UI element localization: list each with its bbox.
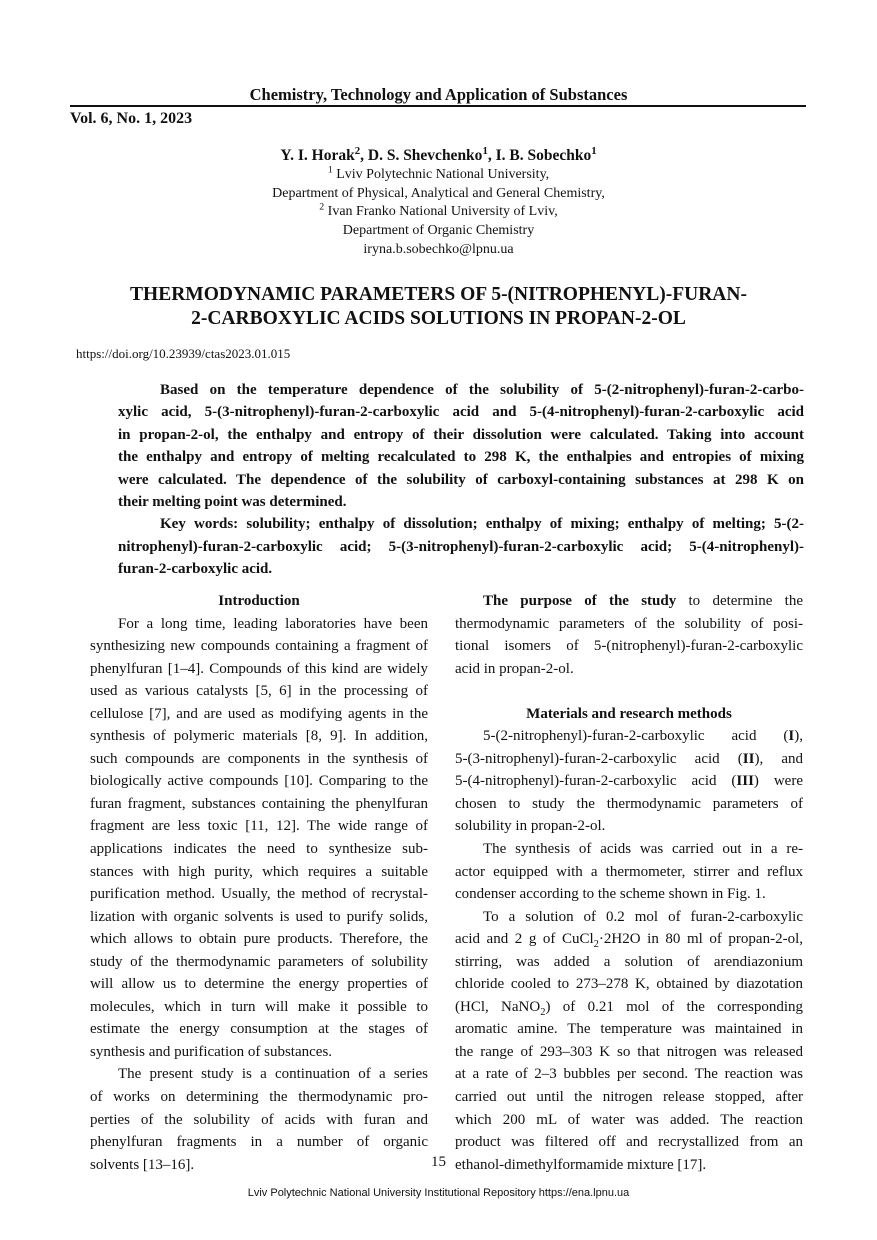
text-line: For a long time, leading laboratories have been xyxy=(118,615,428,632)
text-segment: (HCl, NaNO xyxy=(455,998,541,1015)
repository-footer: Lviv Polytechnic National University Institutional Repository https://ena.lpnu.ua xyxy=(247,1187,630,1199)
text-line xyxy=(455,725,803,748)
text-segment: ) of 0.21 mol of the corresponding xyxy=(545,998,803,1015)
text-segment: I xyxy=(788,728,795,745)
affiliation-text: Ivan Franko National University of Lviv, xyxy=(324,204,558,220)
text-segment: ) were xyxy=(753,773,803,790)
text-segment: 5-(2-nitrophenyl)-furan-2-carboxylic acid ( xyxy=(483,728,789,745)
text-line: applications indicates the need to synthesize sub- xyxy=(90,841,428,858)
text-line: To a solution of 0.2 mol of furan-2-carboxylic xyxy=(483,908,803,925)
journal-title: Chemistry, Technology and Application of Substances xyxy=(249,85,628,104)
text-segment: The purpose of the study xyxy=(483,593,677,609)
text-line: aromatic amine. The temperature was maintained in xyxy=(455,1021,803,1038)
affiliation-line xyxy=(0,185,877,204)
text-segment: ), and xyxy=(754,750,803,767)
text-line: the range of 293–303 K so that nitrogen was released xyxy=(455,1043,803,1060)
text-segment: 5-(3-nitrophenyl)-furan-2-carboxylic acid ( xyxy=(455,750,743,767)
page-number: 15 xyxy=(431,1154,446,1170)
affiliation-line xyxy=(0,241,877,260)
text-line: lization with organic solvents is used to purify solids, xyxy=(90,908,428,925)
left-column xyxy=(90,590,428,1176)
text-line xyxy=(455,996,803,1019)
text-segment: III xyxy=(736,773,754,790)
affiliation-marker: 1 xyxy=(327,164,333,176)
subscript: 2 xyxy=(593,939,599,951)
text-line: thermodynamic parameters of the solubility of posi- xyxy=(455,615,803,632)
affiliation-marker: 1 xyxy=(482,144,488,157)
text-line: The synthesis of acids was carried out in a re- xyxy=(483,841,803,858)
affiliation-marker: 2 xyxy=(354,144,361,157)
author-name: Y. I. Horak xyxy=(280,147,355,164)
abstract xyxy=(118,379,804,581)
text-line: synthesizing new compounds containing a fragment of xyxy=(90,638,428,655)
subscript: 2 xyxy=(540,1006,546,1018)
affiliation-text: iryna.b.sobechko@lpnu.ua xyxy=(363,241,514,257)
text-line: The present study is a continuation of a series xyxy=(118,1066,428,1083)
text-line xyxy=(455,928,803,951)
affiliation-text: Lviv Polytechnic National University, xyxy=(332,167,550,182)
text-line: such compounds are components in the synthesis of xyxy=(90,750,428,767)
text-line: condenser according to the scheme shown in Fig. 1. xyxy=(455,886,766,903)
text-line: of works on determining the thermodynamic pro- xyxy=(90,1089,428,1106)
text-line xyxy=(455,748,803,771)
affiliations xyxy=(0,166,877,260)
affiliation-line xyxy=(0,166,877,185)
text-line: perties of the solubility of acids with furan and xyxy=(90,1111,428,1128)
text-line: molecules, which in turn will make it possible to xyxy=(90,998,428,1015)
text-line: product was filtered off and recrystallized from an xyxy=(455,1134,803,1151)
affiliation-text: Department of Physical, Analytical and General Chemistry, xyxy=(272,185,605,201)
text-line: study of the thermodynamic parameters of solubility xyxy=(90,953,428,970)
text-line: at a rate of 2–3 bubbles per second. The reaction was xyxy=(455,1066,803,1083)
text-line: ethanol-dimethylformamide mixture [17]. xyxy=(455,1156,707,1173)
text-line: carried out until the nitrogen release stopped, after xyxy=(455,1089,803,1106)
text-line: phenylfuran [1–4]. Compounds of this kind are widely xyxy=(90,660,428,677)
text-line: the enthalpy and entropy of melting recalculated to 298 K, the enthalpies and entropies of mixing xyxy=(118,449,804,466)
text-segment: 5-(4-nitrophenyl)-furan-2-carboxylic acid ( xyxy=(455,773,737,790)
volume-info: Vol. 6, No. 1, 2023 xyxy=(70,110,193,127)
text-line: nitrophenyl)-furan-2-carboxylic acid; 5-(3-nitrophenyl)-furan-2-carboxylic acid; 5-(4-nitrophenyl)- xyxy=(118,538,804,555)
text-line: in propan-2-ol, the enthalpy and entropy of their dissolution were calculated. Taking into account xyxy=(118,426,804,443)
text-line: synthesis of polymeric materials [8, 9]. In addition, xyxy=(90,728,428,745)
text-line xyxy=(455,590,803,613)
text-line: cellulose [7], and are used as modifying agents in the xyxy=(90,705,428,722)
text-line: which 200 mL of water was added. The reaction xyxy=(455,1111,803,1128)
text-line: chosen to study the thermodynamic parameters of xyxy=(455,795,803,812)
text-line: their melting point was determined. xyxy=(118,494,347,511)
affiliation-marker: 1 xyxy=(591,144,597,157)
text-line: which allows to obtain pure products. Therefore, the xyxy=(90,931,428,948)
text-line: synthesis and purification of substances. xyxy=(90,1043,333,1060)
text-line: estimate the energy consumption at the stages of xyxy=(90,1021,428,1038)
text-line: used as various catalysts [5, 6] in the processing of xyxy=(90,683,428,700)
author-name: I. B. Sobechko xyxy=(495,147,592,164)
spacer xyxy=(455,680,803,703)
text-line: stirring, was added a solution of arendiazonium xyxy=(455,953,803,970)
text-line: acid in propan-2-ol. xyxy=(455,660,574,677)
section-heading: Materials and research methods xyxy=(526,705,732,722)
text-line xyxy=(455,770,803,793)
title-line: THERMODYNAMIC PARAMETERS OF 5-(NITROPHENYL)-FURAN- xyxy=(130,284,747,305)
text-line: Based on the temperature dependence of the solubility of 5-(2-nitrophenyl)-furan-2-carbo- xyxy=(160,382,804,398)
affiliation-text: Department of Organic Chemistry xyxy=(342,223,535,239)
right-column xyxy=(455,590,803,1176)
text-line: phenylfuran fragments in a number of organic xyxy=(90,1134,428,1151)
text-line: Key words: solubility; enthalpy of dissolution; enthalpy of mixing; enthalpy of melting; 5-(2- xyxy=(160,516,804,533)
affiliation-line xyxy=(0,222,877,241)
text-line: xylic acid, 5-(3-nitrophenyl)-furan-2-carboxylic acid and 5-(4-nitrophenyl)-furan-2-carboxylic acid xyxy=(118,404,804,421)
text-segment: acid and 2 g of CuCl xyxy=(455,931,594,948)
author-name: D. S. Shevchenko xyxy=(367,147,483,164)
doi-link[interactable]: https://doi.org/10.23939/ctas2023.01.015 xyxy=(76,346,291,361)
text-line: furan fragment, substances containing the phenylfuran xyxy=(90,795,428,812)
text-segment: II xyxy=(742,750,755,767)
text-line: solvents [13–16]. xyxy=(90,1156,195,1173)
affiliation-marker: 2 xyxy=(319,201,325,213)
article-title xyxy=(0,283,877,331)
text-line: purification method. Usually, the method of recrystal- xyxy=(90,886,428,903)
text-segment: to determine the xyxy=(676,593,803,609)
header-rule xyxy=(70,105,806,107)
text-line: chloride cooled to 273–278 K, obtained by diazotation xyxy=(455,976,803,993)
text-line: tional isomers of 5-(nitrophenyl)-furan-2-carboxylic xyxy=(455,638,803,655)
text-line: will allow us to determine the energy properties of xyxy=(90,976,428,993)
text-line: furan-2-carboxylic acid. xyxy=(118,561,273,578)
affiliation-line xyxy=(0,203,877,222)
text-line: biologically active compounds [10]. Comparing to the xyxy=(90,773,428,790)
text-segment: ), xyxy=(794,728,803,745)
text-line: solubility in propan-2-ol. xyxy=(455,818,606,835)
section-heading: Introduction xyxy=(218,593,300,609)
text-line: stances with high purity, which requires a suitable xyxy=(90,863,428,880)
author-list: Y. I. Horak$^2$, D. S. Shevchenko$^1$, I. B. Sobechko$^1$ xyxy=(280,144,597,164)
text-line: actor equipped with a thermometer, stirrer and reflux xyxy=(455,863,803,880)
text-line: fragment are less toxic [11, 12]. The wide range of xyxy=(90,818,428,835)
text-line: were calculated. The dependence of the solubility of carboxyl-containing substances at 298 K on xyxy=(118,471,804,488)
title-line: 2-CARBOXYLIC ACIDS SOLUTIONS IN PROPAN-2-OL xyxy=(191,308,686,329)
text-segment: ·2H2O in 80 ml of propan-2-ol, xyxy=(598,931,803,948)
